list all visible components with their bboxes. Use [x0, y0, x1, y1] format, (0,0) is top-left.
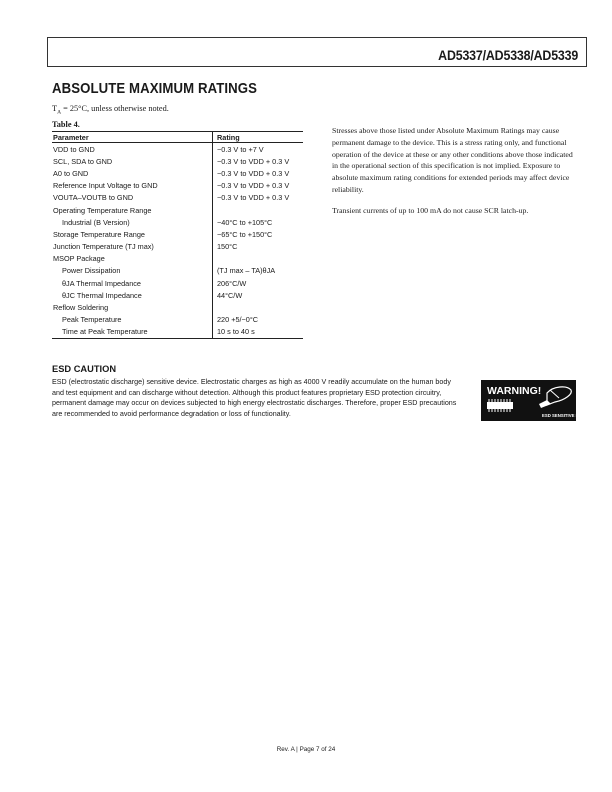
rating-cell: −0.3 V to +7 V	[213, 143, 304, 156]
header-box	[47, 37, 587, 67]
param-cell: θJA Thermal Impedance	[62, 278, 141, 288]
rating-cell	[213, 301, 304, 313]
rating-cell: 44°C/W	[213, 289, 304, 301]
param-cell: Reflow Soldering	[53, 303, 109, 313]
ta-note-sub: A	[57, 109, 62, 116]
param-cell: Storage Temperature Range	[53, 229, 145, 239]
rating-cell: −0.3 V to VDD + 0.3 V	[213, 192, 304, 204]
rating-cell: 220 +5/−0°C	[213, 314, 304, 326]
table-row	[52, 216, 303, 228]
param-cell: VDD to GND	[53, 144, 95, 154]
ta-note	[52, 104, 169, 116]
rating-cell: 10 s to 40 s	[213, 326, 304, 339]
rating-cell: −0.3 V to VDD + 0.3 V	[213, 155, 304, 167]
param-cell: Power Dissipation	[62, 266, 121, 276]
param-cell: Junction Temperature (TJ max)	[53, 242, 154, 252]
rating-cell: −65°C to +150°C	[213, 228, 304, 240]
param-cell: Operating Temperature Range	[53, 205, 152, 215]
rating-cell: −0.3 V to VDD + 0.3 V	[213, 180, 304, 192]
table-row	[52, 253, 303, 265]
ta-note-t: T	[52, 104, 58, 113]
table-row	[52, 289, 303, 301]
table-caption: Table 4.	[52, 120, 80, 129]
table-row	[52, 228, 303, 240]
param-cell: VOUTA–VOUTB to GND	[53, 193, 134, 203]
table-row	[52, 326, 303, 339]
rating-cell	[213, 253, 304, 265]
table-row	[52, 265, 303, 277]
stress-notes	[332, 125, 577, 226]
table-row	[52, 143, 303, 156]
table-row	[52, 180, 303, 192]
rating-cell: 206°C/W	[213, 277, 304, 289]
param-cell: Time at Peak Temperature	[52, 326, 213, 339]
table-row	[52, 301, 303, 313]
param-cell: SCL, SDA to GND	[53, 156, 113, 166]
rating-cell: −0.3 V to VDD + 0.3 V	[213, 167, 304, 179]
page-footer: Rev. A | Page 7 of 24	[276, 746, 336, 753]
table-row	[52, 314, 303, 326]
esd-caution-text: ESD (electrostatic discharge) sensitive device. Electrostatic charges as high as 4000 V readily accumulate on the human body and test equipment and can discharge without detection. Although this product features proprietary ESD protection circuitry, permanent damage may occur on devices subjected to high energy electrostatic discharges. Therefore, proper ESD precautions are recommended to avoid performance degradation or loss of functionality.	[52, 378, 457, 418]
header-rating: Rating	[213, 132, 304, 143]
rating-cell: −40°C to +105°C	[213, 216, 304, 228]
param-cell: θJC Thermal Impedance	[62, 290, 142, 300]
rating-cell: 150°C	[213, 241, 304, 253]
table-row	[52, 241, 303, 253]
esd-warning-badge	[481, 380, 592, 421]
param-cell: MSOP Package	[53, 254, 105, 264]
badge-title: WARNING!	[487, 385, 542, 397]
badge-subtitle: ESD SENSITIVE DEVICE	[542, 413, 592, 418]
table-row	[52, 167, 303, 179]
stress-paragraph: Stresses above those listed under Absolute Maximum Ratings may cause permanent damage to the device. This is a stress rating only, and functional operation of the device at these or any other conditions above those indicated in the operational section of this specification is not implied. Exposure to absolute maximum rating conditions for extended periods may affect device reliability.	[332, 126, 573, 194]
section-title: ABSOLUTE MAXIMUM RATINGS	[52, 80, 257, 97]
esd-caution-title: ESD CAUTION	[52, 364, 117, 374]
table-header-row	[52, 132, 303, 143]
param-cell: A0 to GND	[53, 168, 89, 178]
header-parameter: Parameter	[52, 132, 213, 143]
ta-note-suffix: = 25°C, unless otherwise noted.	[61, 104, 169, 113]
param-cell: Peak Temperature	[62, 315, 122, 325]
rating-cell: (TJ max – TA)θJA	[213, 265, 304, 277]
table-row	[52, 204, 303, 216]
rating-cell	[213, 204, 304, 216]
param-cell: Reference Input Voltage to GND	[53, 181, 158, 191]
param-cell: Industrial (B Version)	[62, 217, 130, 227]
table-row	[52, 192, 303, 204]
latchup-paragraph: Transient currents of up to 100 mA do not cause SCR latch-up.	[332, 205, 529, 215]
part-number: AD5337/AD5338/AD5339	[438, 48, 578, 63]
table-row	[52, 277, 303, 289]
table-row	[52, 155, 303, 167]
ratings-table	[52, 131, 303, 339]
